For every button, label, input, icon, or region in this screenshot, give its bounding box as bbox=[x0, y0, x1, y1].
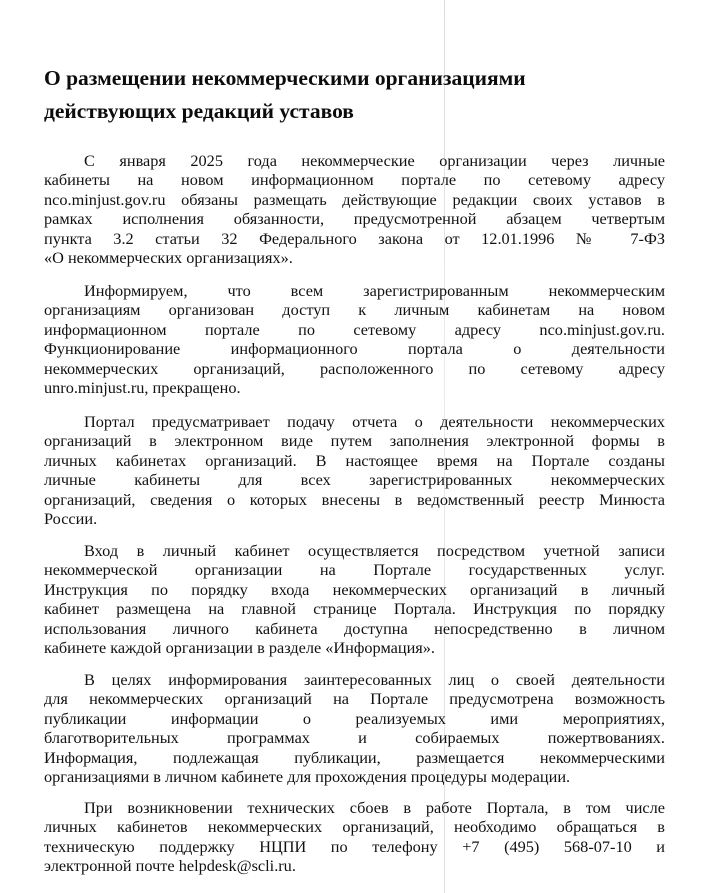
paragraph-line: некоммерческой организации на Портале государственных услуг. bbox=[44, 560, 665, 580]
paragraph-line: С января 2025 года некоммерческие организации через личные bbox=[84, 151, 665, 170]
paragraph-line: Инструкция по порядку входа некоммерческих организаций в личный bbox=[44, 579, 665, 599]
paragraph-line: техническую поддержку НЦПИ по телефону +7 (495) 568-07-10 и bbox=[44, 836, 665, 856]
paragraph-line: кабинет размещена на главной странице Портала. Инструкция по порядку bbox=[44, 599, 665, 619]
paragraph-line: При возникновении технических сбоев в работе Портала, в том числе bbox=[84, 798, 665, 817]
paragraph-line: публикации информации о реализуемых ими мероприятиях, bbox=[44, 708, 665, 728]
paragraph-line: пункта 3.2 статьи 32 Федерального закона от 12.01.1996 № 7-ФЗ bbox=[44, 228, 665, 248]
paragraph-6 bbox=[44, 798, 665, 876]
paragraph-line: кабинете каждой организации в разделе «Информация». bbox=[44, 638, 435, 658]
document-title-line-2: действующих редакций уставов bbox=[44, 99, 354, 123]
paragraph-line: личных кабинетах организаций. В настоящее время на Портале созданы bbox=[44, 450, 665, 470]
paragraph-line: информационном портале по сетевому адресу nco.minjust.gov.ru. bbox=[44, 319, 665, 339]
document-title-line-1: О размещении некоммерческими организациями bbox=[44, 66, 526, 90]
paragraph-line: «О некоммерческих организациях». bbox=[44, 248, 293, 268]
paragraph-5 bbox=[44, 670, 665, 786]
paragraph-line: организаций в электронном виде путем заполнения электронной формы в bbox=[44, 431, 665, 451]
paragraph-line: благотворительных программах и собираемых пожертвованиях. bbox=[44, 728, 665, 748]
paragraph-4 bbox=[44, 541, 665, 657]
paragraph-line: организациям организован доступ к личным кабинетам на новом bbox=[44, 300, 665, 320]
paragraph-line: организациями в личном кабинете для прохождения процедуры модерации. bbox=[44, 767, 571, 787]
paragraph-line: кабинеты на новом информационном портале по сетевому адресу bbox=[44, 170, 665, 190]
paragraph-line: Информируем, что всем зарегистрированным некоммерческим bbox=[84, 281, 665, 300]
paragraph-line: unro.minjust.ru, прекращено. bbox=[44, 378, 241, 398]
paragraph-line: некоммерческих организаций, расположенного по сетевому адресу bbox=[44, 358, 665, 378]
paragraph-2 bbox=[44, 281, 665, 397]
paragraph-line: Информация, подлежащая публикации, размещается некоммерческими bbox=[44, 747, 665, 767]
paragraph-line: России. bbox=[44, 509, 98, 529]
paragraph-1 bbox=[44, 151, 665, 267]
paragraph-line: рамках исполнения обязанности, предусмотренной абзацем четвертым bbox=[44, 209, 665, 229]
paragraph-3 bbox=[44, 412, 665, 528]
paragraph-line: электронной почте helpdesk@scli.ru. bbox=[44, 856, 296, 876]
paragraph-line: личные кабинеты для всех зарегистрированных некоммерческих bbox=[44, 470, 665, 490]
paragraph-line: использования личного кабинета доступна непосредственно в личном bbox=[44, 618, 665, 638]
paragraph-line: В целях информирования заинтересованных лиц о своей деятельности bbox=[84, 670, 665, 689]
paragraph-line: для некоммерческих организаций на Портале предусмотрена возможность bbox=[44, 689, 665, 709]
paragraph-line: Функционирование информационного портала о деятельности bbox=[44, 339, 665, 359]
paragraph-line: nco.minjust.gov.ru обязаны размещать действующие редакции своих уставов в bbox=[44, 189, 665, 209]
paragraph-line: личных кабинетов некоммерческих организаций, необходимо обращаться в bbox=[44, 817, 665, 837]
paragraph-line: Портал предусматривает подачу отчета о деятельности некоммерческих bbox=[84, 412, 665, 431]
paragraph-line: Вход в личный кабинет осуществляется посредством учетной записи bbox=[84, 541, 665, 560]
paragraph-line: организаций, сведения о которых внесены в ведомственный реестр Минюста bbox=[44, 489, 665, 509]
document-title bbox=[44, 62, 664, 128]
